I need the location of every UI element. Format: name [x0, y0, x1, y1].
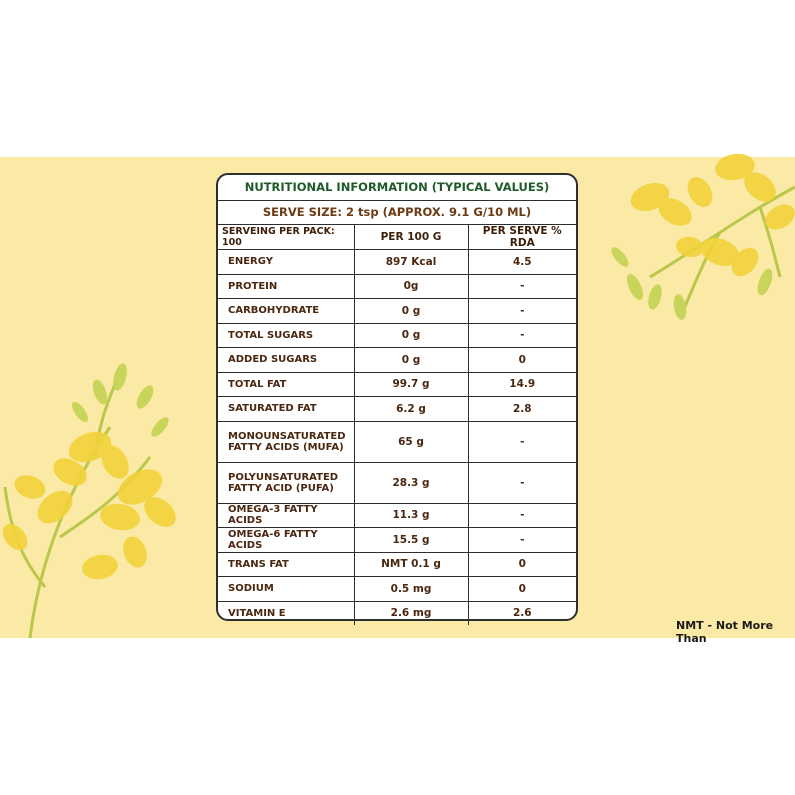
rda-value: 0: [468, 577, 576, 602]
per-100g-value: 897 Kcal: [354, 250, 468, 275]
table-row: [218, 421, 576, 462]
table-row: [218, 528, 576, 553]
nutrient-name: OMEGA-3 FATTY ACIDS: [218, 503, 354, 528]
nutrient-name: SODIUM: [218, 577, 354, 602]
rda-value: 4.5: [468, 250, 576, 275]
nutrient-name: TOTAL SUGARS: [218, 323, 354, 348]
table-row: [218, 274, 576, 299]
table-row: [218, 503, 576, 528]
nutrient-name-line-1: POLYUNSATURATED: [228, 471, 339, 483]
per-100g-value: 65 g: [354, 421, 468, 462]
rda-value: -: [468, 323, 576, 348]
rda-value: -: [468, 421, 576, 462]
nutrient-name-line-2: FATTY ACID (PUFA): [228, 482, 334, 494]
per-100g-value: 0g: [354, 274, 468, 299]
per-100g-value: NMT 0.1 g: [354, 552, 468, 577]
rda-value: -: [468, 503, 576, 528]
per-100g-value: 28.3 g: [354, 462, 468, 503]
header-rda: PER SERVE % RDA: [468, 225, 576, 250]
table-row: [218, 372, 576, 397]
footnote: NMT - Not More Than: [676, 619, 774, 645]
nutrient-name: ADDED SUGARS: [218, 348, 354, 373]
table-row: [218, 323, 576, 348]
per-100g-value: 0 g: [354, 348, 468, 373]
rda-value: -: [468, 299, 576, 324]
nutrient-name: ENERGY: [218, 250, 354, 275]
table-header-row: [218, 225, 576, 250]
rda-value: 14.9: [468, 372, 576, 397]
nutrient-name: [218, 462, 354, 503]
yellow-banner: [0, 157, 795, 645]
nutrient-name: TOTAL FAT: [218, 372, 354, 397]
nutrition-table-panel: [216, 173, 578, 621]
nutrient-name: SATURATED FAT: [218, 397, 354, 422]
nutrition-table: [218, 225, 576, 625]
nutrient-name: VITAMIN E: [218, 601, 354, 625]
nutrient-name: OMEGA-6 FATTY ACIDS: [218, 528, 354, 553]
per-100g-value: 99.7 g: [354, 372, 468, 397]
table-row: [218, 601, 576, 625]
table-row: [218, 397, 576, 422]
header-servings: SERVEING PER PACK: 100: [218, 225, 354, 250]
nutrient-name: TRANS FAT: [218, 552, 354, 577]
per-100g-value: 15.5 g: [354, 528, 468, 553]
nutrient-name: [218, 421, 354, 462]
table-row: [218, 250, 576, 275]
nutrient-name: CARBOHYDRATE: [218, 299, 354, 324]
rda-value: 2.6: [468, 601, 576, 625]
rda-value: 2.8: [468, 397, 576, 422]
nutrient-name: PROTEIN: [218, 274, 354, 299]
table-title: NUTRITIONAL INFORMATION (TYPICAL VALUES): [218, 175, 576, 201]
serve-size: SERVE SIZE: 2 tsp (APPROX. 9.1 G/10 ML): [218, 201, 576, 225]
per-100g-value: 2.6 mg: [354, 601, 468, 625]
rda-value: -: [468, 462, 576, 503]
table-row: [218, 462, 576, 503]
rda-value: 0: [468, 552, 576, 577]
nutrient-name-line-2: FATTY ACIDS (MUFA): [228, 441, 344, 453]
header-per-100g: PER 100 G: [354, 225, 468, 250]
table-row: [218, 348, 576, 373]
table-row: [218, 577, 576, 602]
per-100g-value: 0 g: [354, 323, 468, 348]
table-row: [218, 552, 576, 577]
per-100g-value: 6.2 g: [354, 397, 468, 422]
nutrient-name-line-1: MONOUNSATURATED: [228, 430, 346, 442]
per-100g-value: 0 g: [354, 299, 468, 324]
rda-value: 0: [468, 348, 576, 373]
table-row: [218, 299, 576, 324]
per-100g-value: 0.5 mg: [354, 577, 468, 602]
rda-value: -: [468, 528, 576, 553]
per-100g-value: 11.3 g: [354, 503, 468, 528]
rda-value: -: [468, 274, 576, 299]
